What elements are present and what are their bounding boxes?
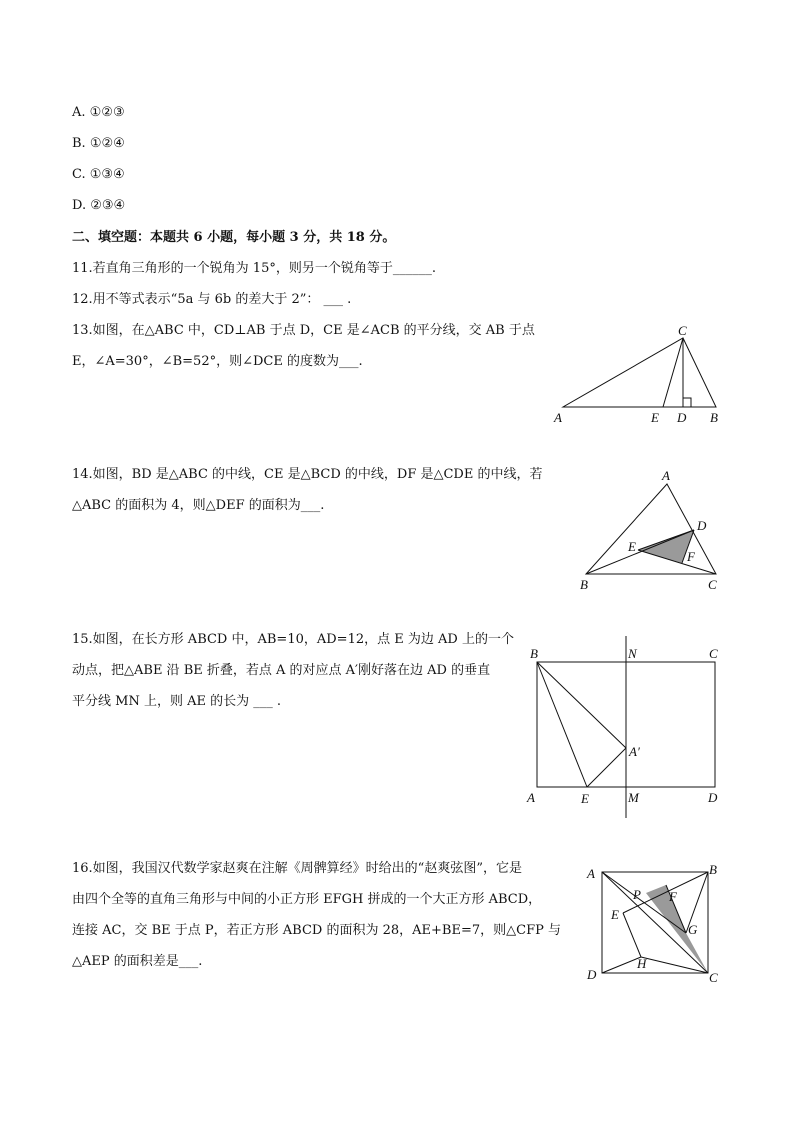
q16-label-e: E [611, 907, 619, 922]
q16-label-f: F [669, 889, 677, 904]
question-16-line2: 由四个全等的直角三角形与中间的小正方形 EFGH 拼成的一个大正方形 ABCD， [72, 892, 542, 907]
question-14-line1: 14.如图，BD 是△ABC 的中线，CE 是△BCD 的中线，DF 是△CDE 的中线，若 [72, 467, 543, 482]
q16-label-g: G [688, 922, 698, 937]
q16-label-b: B [709, 862, 717, 877]
question-15-line1: 15.如图，在长方形 ABCD 中，AB=10，AD=12，点 E 为边 AD 上的一个 [72, 632, 514, 647]
section-heading: 二、填空题：本题共 6 小题，每小题 3 分，共 18 分。 [72, 230, 396, 245]
q14-label-b: B [580, 577, 588, 592]
question-16-line1: 16.如图，我国汉代数学家赵爽在注解《周髀算经》时给出的“赵爽弦图”，它是 [72, 861, 522, 876]
q14-label-f: F [687, 549, 695, 564]
option-a: A. ①②③ [72, 105, 125, 120]
q15-label-e: E [581, 791, 589, 806]
option-c: C. ①③④ [72, 167, 125, 182]
question-11: 11.若直角三角形的一个锐角为 15°，则另一个锐角等于______. [72, 261, 436, 276]
question-15-line3: 平分线 MN 上，则 AE 的长为 ___ . [72, 694, 281, 709]
q14-label-e: E [628, 539, 636, 554]
q16-label-d: D [587, 967, 597, 982]
question-13-line2: E，∠A=30°，∠B=52°，则∠DCE 的度数为___. [72, 354, 363, 369]
q14-label-a: A [662, 468, 670, 483]
question-14-line2: △ABC 的面积为 4，则△DEF 的面积为___. [72, 498, 325, 513]
q14-label-d: D [697, 518, 707, 533]
q14-label-c: C [708, 577, 717, 592]
option-b: B. ①②④ [72, 136, 125, 151]
option-d: D. ②③④ [72, 198, 126, 213]
question-12: 12.用不等式表示“5a 与 6b 的差大于 2”： ___ . [72, 292, 352, 307]
question-13-line1: 13.如图，在△ABC 中，CD⊥AB 于点 D，CE 是∠ACB 的平分线，交 AB 于点 [72, 323, 535, 338]
question-15-line2: 动点，把△ABE 沿 BE 折叠，若点 A 的对应点 A′刚好落在边 AD 的垂直 [72, 663, 491, 678]
q15-label-a: A [527, 790, 535, 805]
q16-label-c: C [709, 970, 718, 985]
question-16-line3: 连接 AC，交 BE 于点 P，若正方形 ABCD 的面积为 28，AE+BE=7，则△CFP 与 [72, 923, 561, 938]
q15-label-a-prime: A′ [629, 744, 640, 759]
q15-label-b: B [530, 646, 538, 661]
q16-label-h: H [637, 956, 647, 971]
q15-label-c: C [709, 646, 718, 661]
q13-label-c: C [678, 323, 687, 338]
q13-label-e: E [651, 410, 659, 425]
question-16-line4: △AEP 的面积差是___. [72, 954, 203, 969]
q15-label-n: N [628, 646, 637, 661]
q13-label-d: D [677, 410, 687, 425]
q16-label-p: P [633, 887, 641, 902]
q15-label-d: D [708, 790, 718, 805]
q13-label-b: B [710, 410, 718, 425]
q15-label-m: M [628, 790, 639, 805]
q16-label-a: A [587, 866, 595, 881]
q13-label-a: A [554, 410, 562, 425]
